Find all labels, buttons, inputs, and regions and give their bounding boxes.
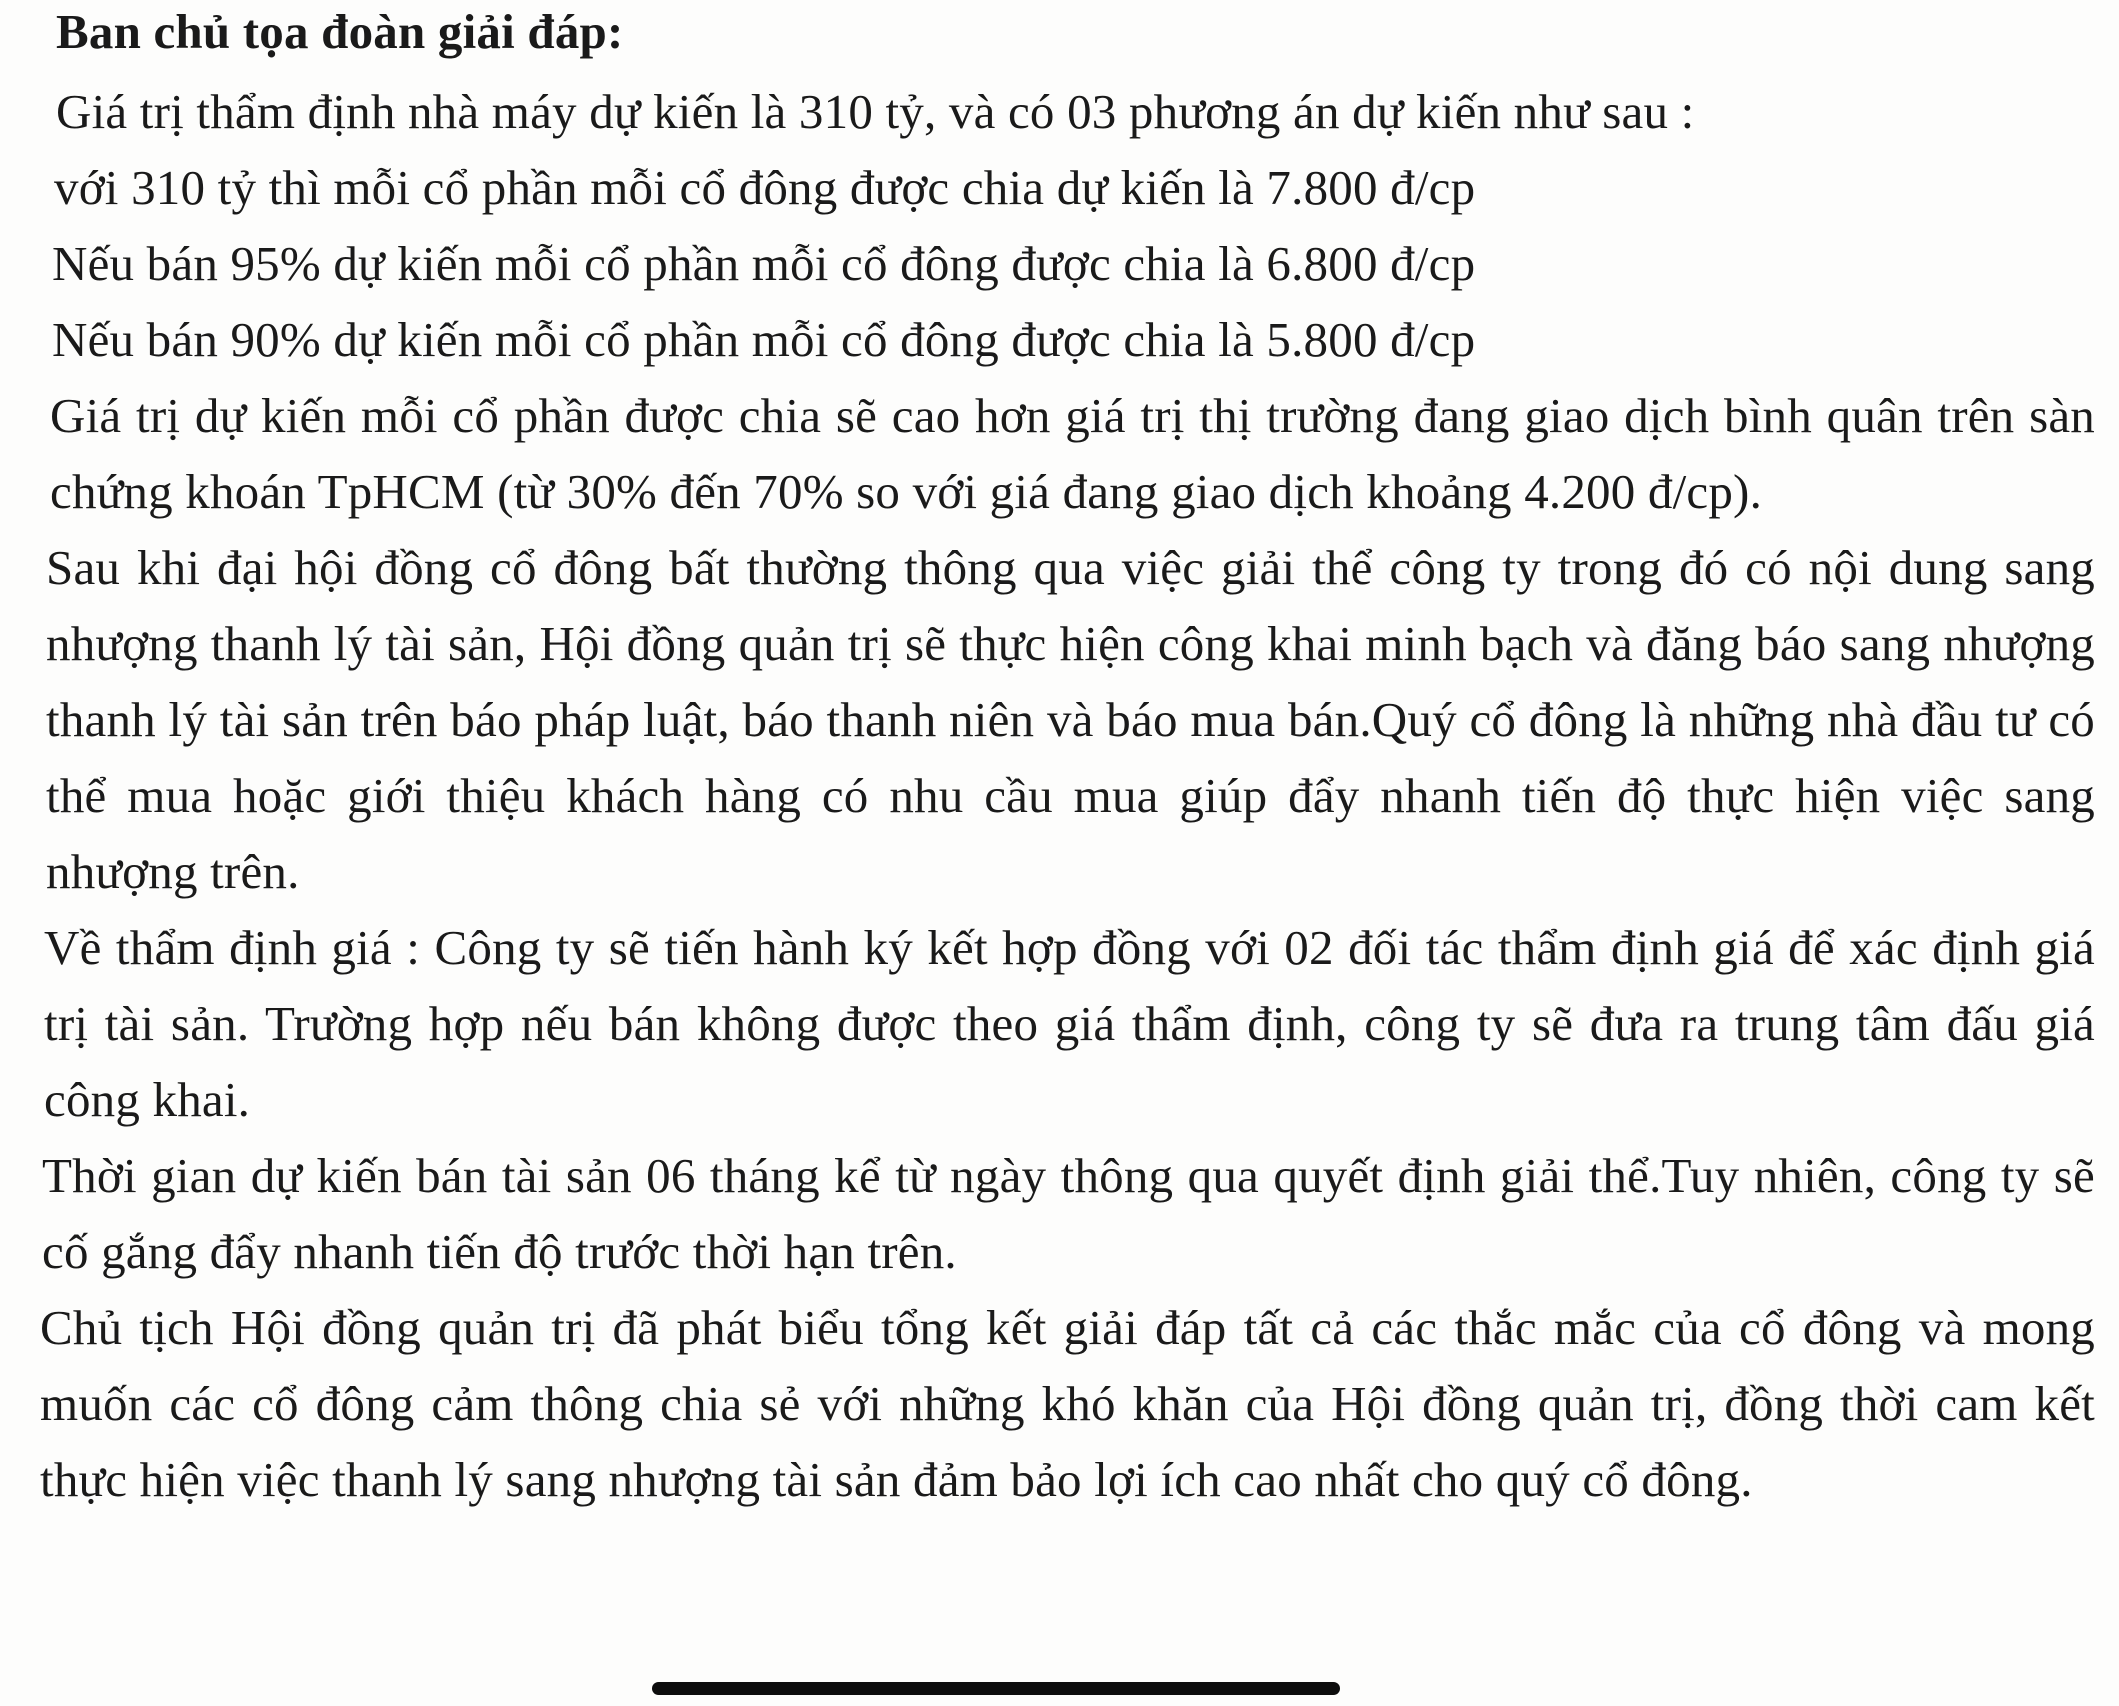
document-body bbox=[40, 0, 2095, 1518]
text-line: Nếu bán 90% dự kiến mỗi cổ phần mỗi cổ đông được chia là 5.800 đ/cp bbox=[52, 312, 1476, 367]
paragraph: Về thẩm định giá : Công ty sẽ tiến hành ký kết hợp đồng với 02 đối tác thẩm định giá để xác định giá trị tài sản. Trường hợp nếu bán không được theo giá thẩm định, công ty sẽ đưa ra trung tâm đấu giá công khai. bbox=[44, 920, 2095, 1127]
paragraph: Sau khi đại hội đồng cổ đông bất thường thông qua việc giải thể công ty trong đó có nội dung sang nhượng thanh lý tài sản, Hội đồng quản trị sẽ thực hiện công khai minh bạch và đăng báo sang nhượng thanh lý tài sản trên báo pháp luật, báo thanh niên và báo mua bán.Quý cổ đông là những nhà đầu tư có thể mua hoặc giới thiệu khách hàng có nhu cầu mua giúp đẩy nhanh tiến độ thực hiện việc sang nhượng trên. bbox=[46, 540, 2095, 899]
text-line: với 310 tỷ thì mỗi cổ phần mỗi cổ đông được chia dự kiến là 7.800 đ/cp bbox=[54, 160, 1476, 215]
text-line: Giá trị thẩm định nhà máy dự kiến là 310 tỷ, và có 03 phương án dự kiến như sau : bbox=[56, 84, 1695, 139]
section-heading: Ban chủ tọa đoàn giải đáp: bbox=[56, 4, 624, 59]
home-indicator-bar[interactable] bbox=[652, 1682, 1340, 1695]
text-line: Nếu bán 95% dự kiến mỗi cổ phần mỗi cổ đông được chia là 6.800 đ/cp bbox=[52, 236, 1476, 291]
paragraph: Giá trị dự kiến mỗi cổ phần được chia sẽ cao hơn giá trị thị trường đang giao dịch bình quân trên sàn chứng khoán TpHCM (từ 30% đến 70% so với giá đang giao dịch khoảng 4.200 đ/cp). bbox=[50, 388, 2095, 519]
paragraph: Chủ tịch Hội đồng quản trị đã phát biểu tổng kết giải đáp tất cả các thắc mắc của cổ đông và mong muốn các cổ đông cảm thông chia sẻ với những khó khăn của Hội đồng quản trị, đồng thời cam kết thực hiện việc thanh lý sang nhượng tài sản đảm bảo lợi ích cao nhất cho quý cổ đông. bbox=[40, 1300, 2095, 1507]
paragraph: Thời gian dự kiến bán tài sản 06 tháng kể từ ngày thông qua quyết định giải thể.Tuy nhiên, công ty sẽ cố gắng đẩy nhanh tiến độ trước thời hạn trên. bbox=[42, 1148, 2095, 1279]
